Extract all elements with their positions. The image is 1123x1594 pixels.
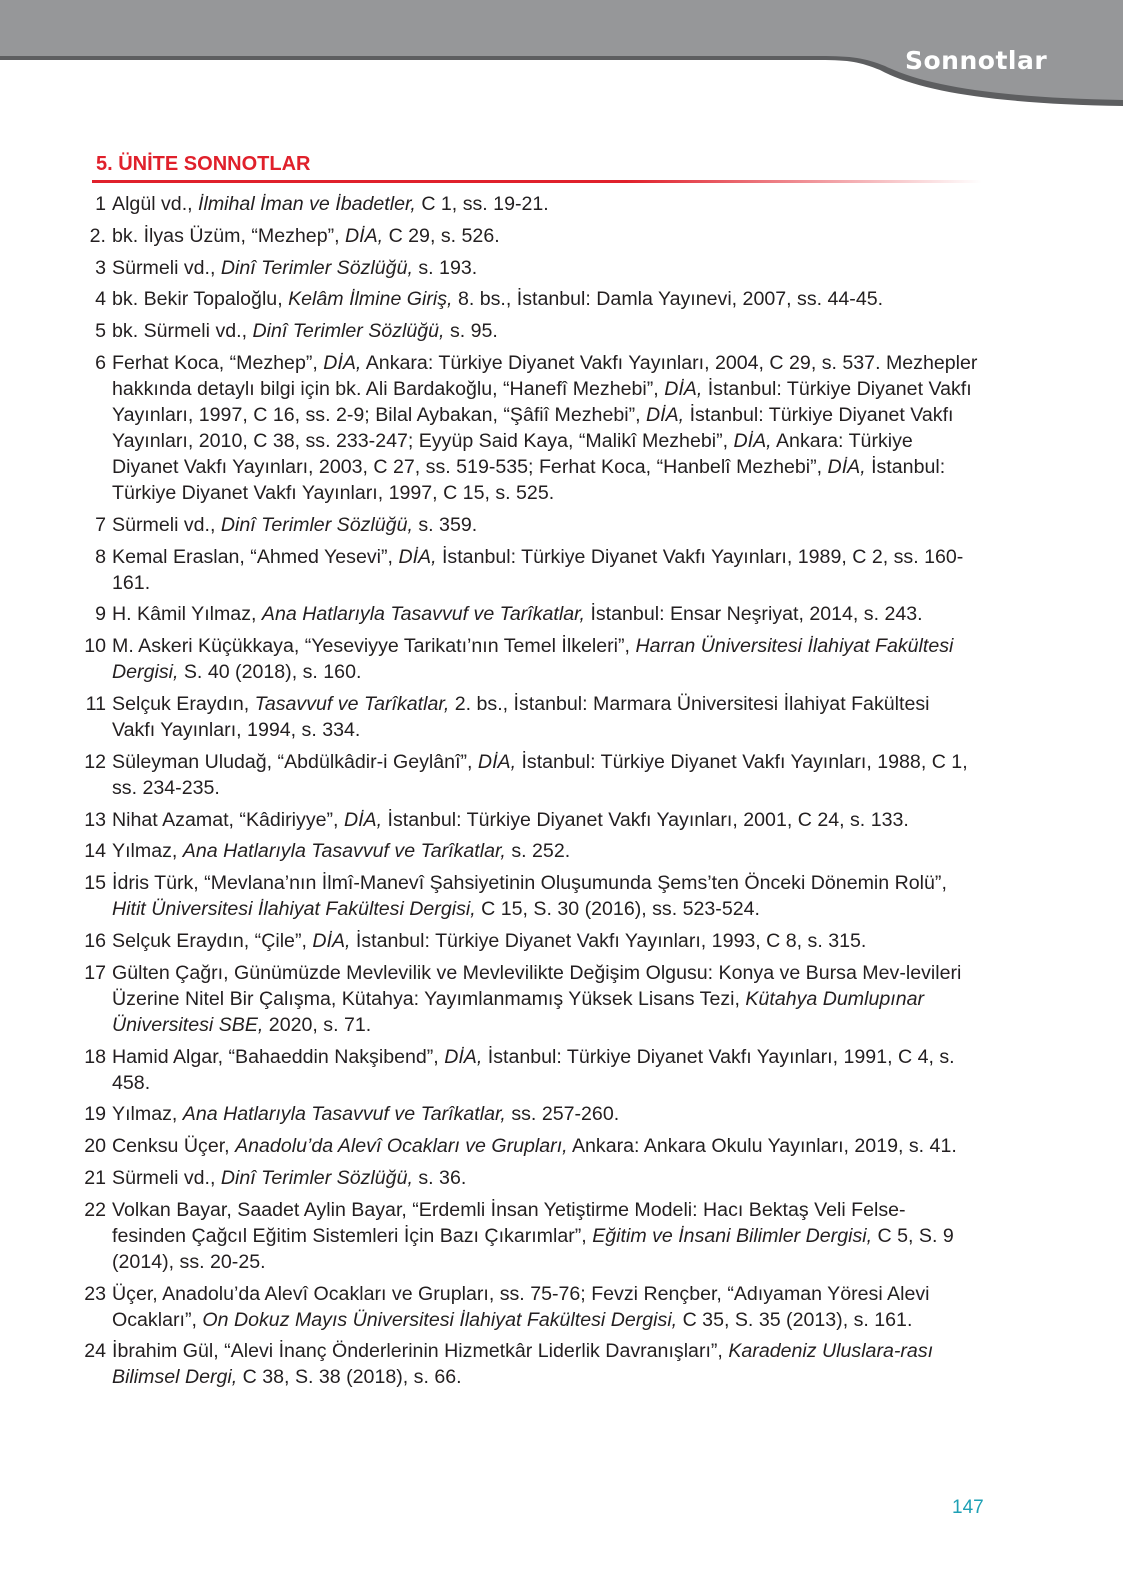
endnote-text-segment: C 38, S. 38 (2018), s. 66. bbox=[237, 1366, 462, 1389]
endnote-text-segment: Nihat Azamat, “Kâdiriyye”, bbox=[112, 808, 344, 831]
endnote-text-segment: ss. 257-260. bbox=[505, 1103, 620, 1126]
endnote-text bbox=[112, 512, 978, 538]
endnote-title-italic: DİA, bbox=[312, 929, 351, 952]
endnote-number: 12 bbox=[84, 750, 106, 773]
endnote-item bbox=[78, 601, 978, 627]
endnote-text-segment: s. 36. bbox=[412, 1166, 467, 1189]
endnote-title-italic: DİA, bbox=[664, 377, 703, 400]
endnote-item bbox=[78, 749, 978, 801]
section-divider bbox=[92, 180, 982, 183]
endnote-text bbox=[112, 286, 978, 312]
endnote-number: 21 bbox=[84, 1166, 106, 1189]
endnote-number: 1 bbox=[95, 193, 106, 215]
endnote-number: 18 bbox=[84, 1045, 106, 1068]
endnote-text bbox=[112, 1197, 978, 1275]
endnote-text-segment: Üçer, Anadolu’da Alevî Ocakları ve Grupları, ss. 75-76; Fevzi Rençber, “Adıyaman Yöresi Alevi Ocakları”, bbox=[112, 1282, 930, 1331]
endnote-title-italic: Tasavvuf ve Tarîkatlar, bbox=[254, 692, 450, 715]
endnote-item bbox=[78, 807, 978, 833]
endnote-text bbox=[112, 807, 978, 833]
endnote-number: 13 bbox=[84, 808, 106, 831]
endnote-item bbox=[78, 318, 978, 344]
endnote-text-segment: 2020, s. 71. bbox=[263, 1013, 372, 1036]
endnote-text bbox=[112, 601, 978, 627]
endnote-text-segment: Volkan Bayar, Saadet Aylin Bayar, “Erdemli İnsan Yetiştirme Modeli: Hacı Bektaş Veli Felse-fesinden Çağcıl Eğitim Sistemleri İçin Bazı Çıkarımlar”, bbox=[112, 1198, 906, 1247]
endnote-title-italic: Dinî Terimler Sözlüğü, bbox=[252, 320, 445, 343]
endnote-text-segment: Ankara: Türkiye Diyanet Vakfı Yayınları, 2004, C 29, s. 537. Mezhepler hakkında detaylı bilgi için bk. Ali Bardakoğlu, “Hanefî Mezhebi”, bbox=[112, 351, 978, 400]
endnote-title-italic: Ana Hatlarıyla Tasavvuf ve Tarîkatlar, bbox=[182, 1103, 506, 1126]
endnote-text bbox=[112, 749, 978, 801]
endnote-item bbox=[78, 1338, 978, 1390]
endnote-text bbox=[112, 350, 978, 506]
endnote-text-segment: 8. bs., İstanbul: Damla Yayınevi, 2007, ss. 44-45. bbox=[452, 288, 884, 311]
header-title: Sonnotlar bbox=[905, 46, 1048, 75]
endnote-text-segment: Yılmaz, bbox=[112, 1103, 183, 1126]
endnote-item bbox=[78, 691, 978, 743]
endnote-item bbox=[78, 512, 978, 538]
endnote-number: 6 bbox=[95, 351, 106, 374]
endnote-text-segment: Ankara: Ankara Okulu Yayınları, 2019, s. 41. bbox=[567, 1135, 957, 1158]
endnotes-list bbox=[78, 191, 978, 1396]
endnote-text-segment: İstanbul: Türkiye Diyanet Vakfı Yayınları, 2010, C 38, ss. 233-247; Eyyüp Said Kaya, “Malikî Mezhebi”, bbox=[112, 403, 954, 452]
endnote-item bbox=[78, 1044, 978, 1096]
endnote-text-segment: Ferhat Koca, “Mezhep”, bbox=[112, 351, 324, 374]
endnote-title-italic: DİA, bbox=[345, 224, 384, 247]
endnote-title-italic: DİA, bbox=[323, 351, 362, 374]
endnote-title-italic: Anadolu’da Alevî Ocakları ve Grupları, bbox=[235, 1135, 568, 1158]
endnote-title-italic: Ana Hatlarıyla Tasavvuf ve Tarîkatlar, bbox=[261, 603, 585, 626]
endnote-title-italic: Ana Hatlarıyla Tasavvuf ve Tarîkatlar, bbox=[182, 840, 506, 863]
endnote-text-segment: C 29, s. 526. bbox=[383, 224, 500, 247]
endnote-title-italic: Dinî Terimler Sözlüğü, bbox=[220, 256, 413, 279]
endnote-text bbox=[112, 838, 978, 864]
endnote-text-segment: Algül vd., bbox=[112, 193, 199, 215]
endnote-title-italic: DİA, bbox=[398, 545, 437, 568]
endnote-text-segment: İstanbul: Türkiye Diyanet Vakfı Yayınları, 1997, C 16, ss. 2-9; Bilal Aybakan, “Şâfiî Mezhebi”, bbox=[112, 377, 972, 426]
endnote-text-segment: Sürmeli vd., bbox=[112, 513, 221, 536]
endnote-title-italic: Dinî Terimler Sözlüğü, bbox=[220, 1166, 413, 1189]
endnote-text bbox=[112, 318, 978, 344]
endnote-item bbox=[78, 1165, 978, 1191]
endnote-title-italic: DİA, bbox=[444, 1045, 483, 1068]
endnote-text-segment: Sürmeli vd., bbox=[112, 256, 221, 279]
endnote-text-segment: C 35, S. 35 (2013), s. 161. bbox=[677, 1308, 913, 1331]
endnote-text-segment: Kemal Eraslan, “Ahmed Yesevi”, bbox=[112, 545, 399, 568]
endnote-text-segment: İstanbul: Türkiye Diyanet Vakfı Yayınları, 1988, C 1, ss. 234-235. bbox=[112, 750, 968, 799]
endnote-text-segment: C 5, S. 9 (2014), ss. 20-25. bbox=[112, 1224, 954, 1273]
endnote-item bbox=[78, 350, 978, 506]
endnote-title-italic: DİA, bbox=[343, 808, 383, 831]
endnote-text bbox=[112, 928, 978, 954]
endnote-text bbox=[112, 633, 978, 685]
endnote-item bbox=[78, 1101, 978, 1127]
section-title: 5. ÜNİTE SONNOTLAR bbox=[96, 153, 311, 175]
endnote-text-segment: İstanbul: Türkiye Diyanet Vakfı Yayınları, 1997, C 15, s. 525. bbox=[112, 455, 946, 504]
endnote-text-segment: İstanbul: Türkiye Diyanet Vakfı Yayınları, 1993, C 8, s. 315. bbox=[350, 929, 867, 952]
endnote-text bbox=[112, 1101, 978, 1127]
endnote-title-italic: Eğitim ve İnsani Bilimler Dergisi, bbox=[592, 1224, 873, 1247]
endnote-text-segment: s. 95. bbox=[444, 320, 498, 343]
endnote-text-segment: M. Askeri Küçükkaya, “Yeseviyye Tarikatı’nın Temel İlkeleri”, bbox=[112, 635, 636, 658]
endnote-number: 11 bbox=[85, 692, 106, 715]
endnote-text-segment: İstanbul: Türkiye Diyanet Vakfı Yayınları, 1991, C 4, s. 458. bbox=[112, 1045, 955, 1094]
endnote-text bbox=[112, 1133, 978, 1159]
endnote-text-segment: s. 193. bbox=[412, 256, 478, 279]
endnote-text-segment: İstanbul: Ensar Neşriyat, 2014, s. 243. bbox=[585, 603, 923, 626]
endnote-number: 14 bbox=[84, 840, 106, 863]
endnote-title-italic: İlmihal İman ve İbadetler, bbox=[198, 193, 416, 215]
endnote-number: 17 bbox=[84, 961, 106, 984]
endnote-title-italic: Kütahya Dumlupınar Üniversitesi SBE, bbox=[112, 987, 925, 1036]
endnote-text bbox=[112, 191, 978, 217]
page-number: 147 bbox=[952, 1497, 984, 1518]
endnote-number: 23 bbox=[84, 1282, 106, 1305]
endnote-number: 2. bbox=[89, 224, 106, 247]
endnote-text-segment: s. 359. bbox=[412, 513, 478, 536]
endnote-text-segment: İbrahim Gül, “Alevi İnanç Önderlerinin Hizmetkâr Liderlik Davranışları”, bbox=[112, 1340, 729, 1363]
endnote-title-italic: Dinî Terimler Sözlüğü, bbox=[220, 513, 413, 536]
endnote-number: 3 bbox=[95, 256, 106, 279]
endnote-text-segment: 2. bs., İstanbul: Marmara Üniversitesi İlahiyat Fakültesi Vakfı Yayınları, 1994, s. 334. bbox=[112, 692, 930, 741]
endnote-text-segment: C 15, S. 30 (2016), ss. 523-524. bbox=[475, 898, 760, 921]
endnote-item bbox=[78, 1133, 978, 1159]
endnote-title-italic: DİA, bbox=[646, 403, 685, 426]
endnote-number: 9 bbox=[95, 603, 106, 626]
endnote-text-segment: bk. İlyas Üzüm, “Mezhep”, bbox=[112, 224, 346, 247]
endnote-number: 20 bbox=[84, 1135, 106, 1158]
endnote-text-segment: s. 252. bbox=[505, 840, 571, 863]
endnote-text bbox=[112, 544, 978, 596]
endnote-number: 8 bbox=[95, 545, 106, 568]
endnote-text-segment: Hamid Algar, “Bahaeddin Nakşibend”, bbox=[112, 1045, 445, 1068]
endnote-text-segment: Ankara: Türkiye Diyanet Vakfı Yayınları, 2003, C 27, ss. 519-535; Ferhat Koca, “Hanbelî Mezhebi”, bbox=[112, 429, 913, 478]
endnote-item bbox=[78, 633, 978, 685]
endnote-text bbox=[112, 691, 978, 743]
endnote-text bbox=[112, 960, 978, 1038]
endnote-text-segment: Selçuk Eraydın, “Çile”, bbox=[112, 929, 313, 952]
endnote-text-segment: İstanbul: Türkiye Diyanet Vakfı Yayınları, 2001, C 24, s. 133. bbox=[382, 808, 909, 831]
endnote-text-segment: İdris Türk, “Mevlana’nın İlmî-Manevî Şahsiyetinin Oluşumunda Şems’ten Önceki Dönemin Rolü”, bbox=[112, 872, 947, 895]
endnote-text bbox=[112, 1281, 978, 1333]
endnote-text-segment: bk. Sürmeli vd., bbox=[112, 320, 253, 343]
endnote-text bbox=[112, 870, 978, 922]
endnote-number: 24 bbox=[84, 1340, 106, 1363]
endnote-text-segment: Gülten Çağrı, Günümüzde Mevlevilik ve Mevlevilikte Değişim Olgusu: Konya ve Bursa Mev-levileri Üzerine Nitel Bir Çalışma, Kütahya: Yayımlanmamış Yüksek Lisans Tezi, bbox=[112, 961, 962, 1010]
endnote-text-segment: H. Kâmil Yılmaz, bbox=[112, 603, 262, 626]
endnote-text-segment: Cenksu Üçer, bbox=[112, 1135, 236, 1158]
endnote-number: 22 bbox=[84, 1198, 106, 1221]
endnote-text-segment: Yılmaz, bbox=[112, 840, 183, 863]
endnote-title-italic: DİA, bbox=[733, 429, 772, 452]
endnote-item bbox=[78, 870, 978, 922]
endnote-item bbox=[78, 960, 978, 1038]
endnote-item bbox=[78, 286, 978, 312]
endnote-item bbox=[78, 544, 978, 596]
endnote-item bbox=[78, 1197, 978, 1275]
endnote-item bbox=[78, 191, 978, 217]
endnote-text bbox=[112, 1044, 978, 1096]
endnote-number: 5 bbox=[95, 320, 106, 343]
endnote-item bbox=[78, 255, 978, 281]
endnote-text bbox=[112, 223, 978, 249]
endnote-title-italic: Karadeniz Uluslara-rası Bilimsel Dergi, bbox=[112, 1340, 934, 1389]
endnote-item bbox=[78, 928, 978, 954]
endnote-text-segment: S. 40 (2018), s. 160. bbox=[178, 661, 362, 684]
endnote-number: 4 bbox=[95, 288, 106, 311]
endnote-title-italic: On Dokuz Mayıs Üniversitesi İlahiyat Fakültesi Dergisi, bbox=[202, 1308, 678, 1331]
endnote-text-segment: Selçuk Eraydın, bbox=[112, 692, 255, 715]
endnote-text bbox=[112, 1165, 978, 1191]
endnote-title-italic: DİA, bbox=[827, 455, 866, 478]
endnote-item bbox=[78, 1281, 978, 1333]
endnote-text-segment: bk. Bekir Topaloğlu, bbox=[112, 288, 289, 311]
endnote-number: 19 bbox=[84, 1103, 106, 1126]
endnote-text bbox=[112, 1338, 978, 1390]
endnote-text-segment: İstanbul: Türkiye Diyanet Vakfı Yayınları, 1989, C 2, ss. 160-161. bbox=[112, 545, 964, 594]
endnote-number: 10 bbox=[84, 635, 106, 658]
endnote-text-segment: Süleyman Uludağ, “Abdülkâdir-i Geylânî”, bbox=[112, 750, 478, 773]
endnote-number: 16 bbox=[84, 929, 106, 952]
endnote-item bbox=[78, 223, 978, 249]
endnote-text-segment: Sürmeli vd., bbox=[112, 1166, 221, 1189]
endnote-title-italic: Kelâm İlmine Giriş, bbox=[288, 288, 453, 311]
endnote-text bbox=[112, 255, 978, 281]
endnote-title-italic: DİA, bbox=[477, 750, 517, 773]
endnote-number: 7 bbox=[95, 513, 106, 536]
endnote-text-segment: C 1, ss. 19-21. bbox=[415, 193, 549, 215]
endnote-title-italic: Hitit Üniversitesi İlahiyat Fakültesi Dergisi, bbox=[112, 898, 476, 921]
endnote-item bbox=[78, 838, 978, 864]
endnote-title-italic: Harran Üniversitesi İlahiyat Fakültesi Dergisi, bbox=[112, 635, 954, 684]
endnote-number: 15 bbox=[84, 872, 106, 895]
